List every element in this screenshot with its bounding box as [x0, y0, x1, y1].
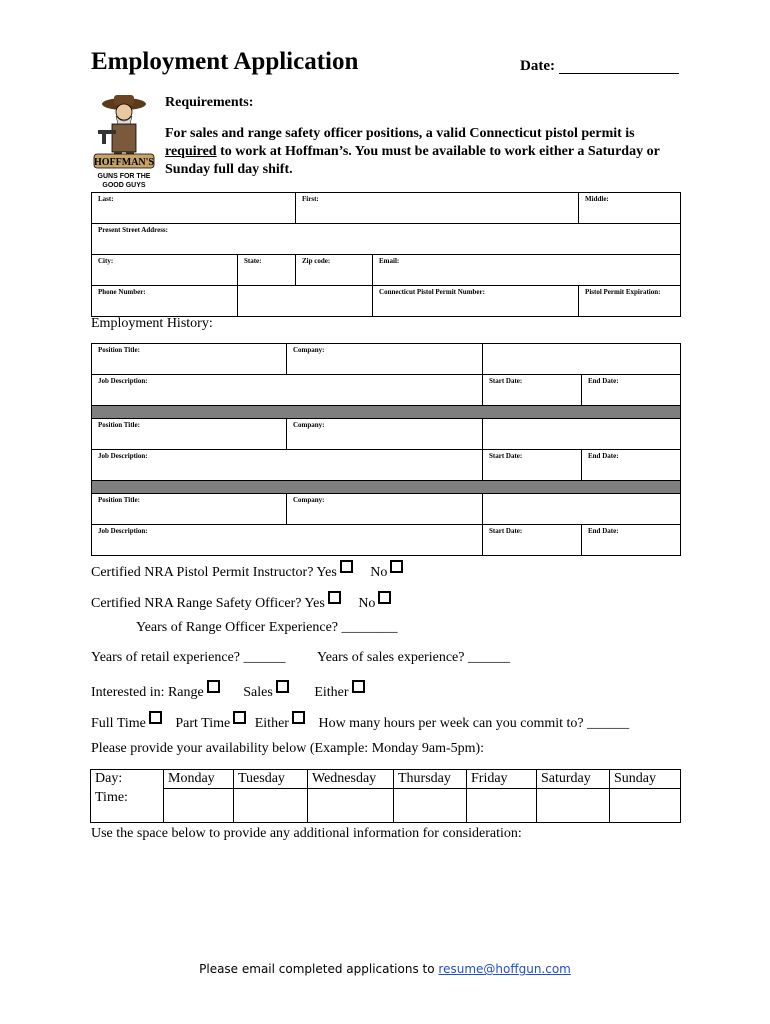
position-title-label: Position Title:	[98, 346, 140, 354]
footer-email-link[interactable]: resume@hoffgun.com	[438, 962, 571, 976]
first-name-field[interactable]	[296, 193, 579, 224]
last-name-label: Last:	[98, 195, 114, 203]
employment-history-title: Employment History:	[91, 316, 213, 331]
date-label: Date:	[520, 58, 555, 74]
footer-text: Please email completed applications to	[199, 962, 439, 976]
state-label: State:	[244, 257, 262, 265]
day-header: Monday	[164, 770, 234, 789]
range-experience-question: Years of Range Officer Experience? ________	[136, 620, 398, 635]
requirements-text	[165, 125, 685, 179]
city-label: City:	[98, 257, 114, 265]
email-label: Email:	[379, 257, 400, 265]
last-name-field[interactable]	[92, 193, 296, 224]
day-header: Tuesday	[234, 770, 308, 789]
additional-info-prompt: Use the space below to provide any additional information for consideration:	[91, 826, 522, 841]
zip-label: Zip code:	[302, 257, 331, 265]
time-cell[interactable]	[610, 789, 681, 823]
requirements-text-before: For sales and range safety officer positions, a valid Connecticut pistol permit is	[165, 126, 635, 141]
end-date-label: End Date:	[588, 527, 619, 535]
permit-number-field[interactable]	[373, 286, 579, 317]
middle-name-label: Middle:	[585, 195, 609, 203]
sales-label: Sales	[243, 685, 273, 700]
position-title-label: Position Title:	[98, 496, 140, 504]
nra-instructor-label: Certified NRA Pistol Permit Instructor? Yes	[91, 565, 337, 580]
availability-table	[90, 769, 681, 823]
start-date-field[interactable]	[483, 375, 582, 406]
day-header: Sunday	[610, 770, 681, 789]
section-divider	[92, 406, 681, 419]
time-cell[interactable]	[467, 789, 537, 823]
nra-rso-no-label: No	[358, 596, 376, 611]
job-description-label: Job Description:	[98, 452, 148, 460]
start-date-field[interactable]	[483, 450, 582, 481]
company-field[interactable]	[287, 344, 483, 375]
company-field[interactable]	[287, 494, 483, 525]
range-checkbox[interactable]	[207, 680, 220, 693]
end-date-field[interactable]	[582, 375, 681, 406]
svg-text:GUNS FOR THE: GUNS FOR THE	[97, 173, 151, 180]
interested-in-question	[91, 680, 365, 701]
phone-label: Phone Number:	[98, 288, 146, 296]
state-field[interactable]	[238, 255, 296, 286]
full-time-checkbox[interactable]	[149, 711, 162, 724]
day-header: Thursday	[394, 770, 467, 789]
position-title-field[interactable]	[92, 344, 287, 375]
requirements-text-after: to work at Hoffman’s. You must be available to work either a Saturday or Sunday full day shift.	[165, 144, 660, 177]
employment-history-table	[91, 343, 681, 556]
company-extra-field[interactable]	[483, 494, 681, 525]
additional-info-area[interactable]	[91, 846, 680, 946]
footer	[0, 962, 770, 976]
schedule-question	[91, 711, 629, 732]
requirements-title: Requirements:	[165, 95, 254, 110]
end-date-label: End Date:	[588, 452, 619, 460]
time-cell[interactable]	[234, 789, 308, 823]
company-label: Company:	[293, 496, 325, 504]
end-date-field[interactable]	[582, 450, 681, 481]
time-cell[interactable]	[164, 789, 234, 823]
nra-rso-yes-checkbox[interactable]	[328, 591, 341, 604]
company-extra-field[interactable]	[483, 344, 681, 375]
nra-rso-label: Certified NRA Range Safety Officer? Yes	[91, 596, 325, 611]
requirements-underlined: required	[165, 144, 217, 159]
first-name-label: First:	[302, 195, 319, 203]
either-checkbox[interactable]	[352, 680, 365, 693]
nra-instructor-yes-checkbox[interactable]	[340, 560, 353, 573]
sales-checkbox[interactable]	[276, 680, 289, 693]
permit-expiration-field[interactable]	[579, 286, 681, 317]
nra-rso-no-checkbox[interactable]	[378, 591, 391, 604]
street-address-field[interactable]	[92, 224, 681, 255]
nra-instructor-question	[91, 560, 403, 581]
company-label: Company:	[293, 346, 325, 354]
time-cell[interactable]	[394, 789, 467, 823]
page-title: Employment Application	[91, 48, 359, 75]
part-time-checkbox[interactable]	[233, 711, 246, 724]
start-date-label: Start Date:	[489, 452, 523, 460]
svg-text:GOOD GUYS: GOOD GUYS	[102, 182, 146, 189]
availability-prompt: Please provide your availability below (Example: Monday 9am-5pm):	[91, 741, 485, 756]
svg-text:HOFFMAN'S: HOFFMAN'S	[94, 157, 154, 168]
full-time-label: Full Time	[91, 716, 146, 731]
job-description-field[interactable]	[92, 525, 483, 556]
position-title-field[interactable]	[92, 494, 287, 525]
email-field[interactable]	[373, 255, 681, 286]
start-date-field[interactable]	[483, 525, 582, 556]
nra-rso-question	[91, 591, 391, 612]
day-header: Saturday	[537, 770, 610, 789]
day-header: Wednesday	[308, 770, 394, 789]
phone-value-field[interactable]	[238, 286, 373, 317]
job-description-label: Job Description:	[98, 527, 148, 535]
either-label: Either	[314, 685, 349, 700]
hours-question: How many hours per week can you commit to? ______	[318, 716, 630, 731]
job-description-label: Job Description:	[98, 377, 148, 385]
job-description-field[interactable]	[92, 450, 483, 481]
time-cell[interactable]	[308, 789, 394, 823]
time-cell[interactable]	[537, 789, 610, 823]
hoffmans-logo	[92, 90, 156, 192]
company-label: Company:	[293, 421, 325, 429]
personal-info-table	[91, 192, 681, 317]
phone-field[interactable]	[92, 286, 238, 317]
section-divider	[92, 481, 681, 494]
end-date-label: End Date:	[588, 377, 619, 385]
either-time-checkbox[interactable]	[292, 711, 305, 724]
job-description-field[interactable]	[92, 375, 483, 406]
nra-instructor-no-label: No	[370, 565, 388, 580]
middle-name-field[interactable]	[579, 193, 681, 224]
nra-instructor-no-checkbox[interactable]	[390, 560, 403, 573]
city-field[interactable]	[92, 255, 238, 286]
permit-expiration-label: Pistol Permit Expiration:	[585, 288, 661, 296]
company-extra-field[interactable]	[483, 419, 681, 450]
retail-experience-question: Years of retail experience? ______	[91, 650, 286, 665]
street-address-label: Present Street Address:	[98, 226, 168, 234]
day-header: Friday	[467, 770, 537, 789]
permit-number-label: Connecticut Pistol Permit Number:	[379, 288, 485, 296]
zip-field[interactable]	[296, 255, 373, 286]
part-time-label: Part Time	[175, 716, 231, 731]
start-date-label: Start Date:	[489, 377, 523, 385]
sales-experience-question: Years of sales experience? ______	[317, 650, 510, 665]
end-date-field[interactable]	[582, 525, 681, 556]
date-field[interactable]	[559, 73, 679, 74]
start-date-label: Start Date:	[489, 527, 523, 535]
either-time-label: Either	[254, 716, 289, 731]
day-label: Day:	[91, 770, 164, 789]
time-label: Time:	[91, 789, 164, 823]
position-title-field[interactable]	[92, 419, 287, 450]
interested-in-label: Interested in: Range	[91, 685, 204, 700]
position-title-label: Position Title:	[98, 421, 140, 429]
company-field[interactable]	[287, 419, 483, 450]
